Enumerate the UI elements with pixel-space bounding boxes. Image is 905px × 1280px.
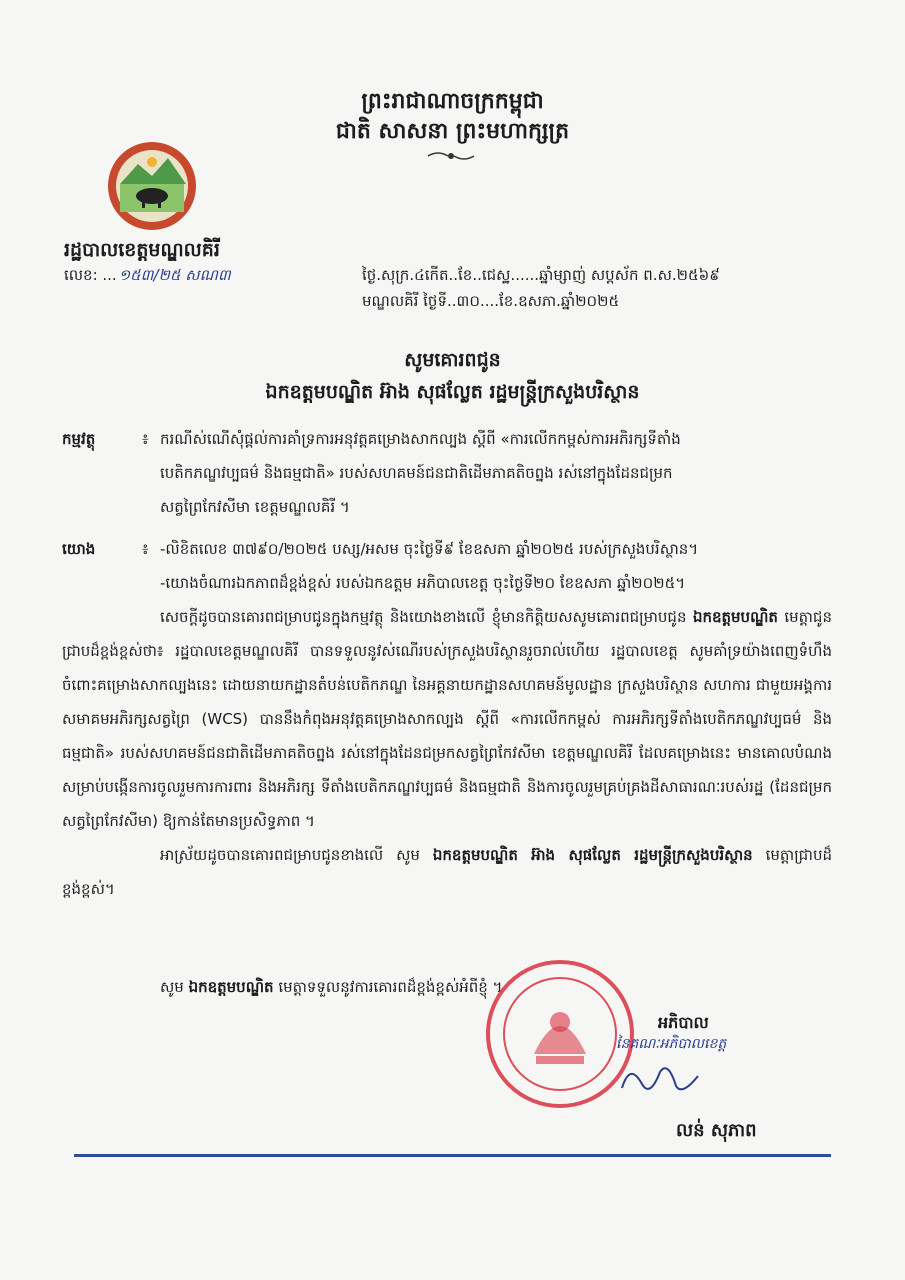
body-paragraph-2 xyxy=(62,838,832,906)
body-p1-text: មេត្តាជូនជ្រាបដ៏ខ្ពង់ខ្ពស់ថា៖ រដ្ឋបាលខេត្តមណ្ឌលគិរី បានទទួលនូវស់ណើរបស់ក្រសួងបរិស្ថានរួចរាល់ហើយ រដ្ឋបាលខេត្ត សូមគាំទ្រយ៉ាងពេញទំហឹង ចំពោះគម្រោងសាកល្បងនេះ ដោយនាយកដ្ឋានតំបន់បេតិកភណ្ឌ នៃអគ្គនាយកដ្ឋានសហគមន៍មូលដ្ឋាន ក្រសួងបរិស្ថាន សហការ ជាមួយអង្គការសមាគមអភិរក្សសត្វព្រៃ (WCS) បាននឹងកំពុងអនុវត្តគម្រោងសាកល្បង ស្តីពី «ការលើកកម្ពស់ ការអភិរក្សទីតាំងបេតិកភណ្ឌវប្បធម៌ និងធម្មជាតិ» របស់សហគមន៍ជនជាតិដើមភាគតិចព្នង រស់នៅក្នុងដែនជម្រកសត្វព្រៃកែវសីមា ខេត្តមណ្ឌលគិរី ដែលគម្រោងនេះ មានគោលបំណងសម្រាប់បង្កើនការចូលរួមការការពារ និងអភិរក្ស ទីតាំងបេតិកភណ្ឌវប្បធម៌ និងធម្មជាតិ និងការចូលរួមគ្រប់គ្រងដីសាធារណៈរបស់រដ្ឋ (ដែនជម្រកសត្វព្រៃកែវសីមា) ឱ្យកាន់តែមានប្រសិទ្ធភាព ។ xyxy=(62,608,832,830)
signatory-name: លន់ សុភាព xyxy=(676,1120,757,1141)
subject-label: កម្មវត្ថុ xyxy=(62,430,96,448)
reference-line-2: -យោងចំណារឯកភាពដ៏ខ្ពង់ខ្ពស់ របស់ឯកឧត្តម អភិបាលខេត្ត ចុះថ្ងៃទី២០ ខែឧសភា ឆ្នាំ២០២៥។ xyxy=(160,574,686,592)
signature-scribble-icon xyxy=(616,1058,704,1102)
body-p1-intro: សេចក្តីដូចបានគោរពជម្រាបជូនក្នុងកម្មវត្ថុ និងយោងខាងលើ ខ្ញុំមានកិត្តិយសសូមគោរពជម្រាបជូន xyxy=(160,608,687,626)
closing-text: មេត្តាទទួលនូវការគោរពដ៏ខ្ពង់ខ្ពស់អំពីខ្ញុំ ។ xyxy=(273,978,503,996)
reference-label: យោង xyxy=(62,540,96,558)
signature-deputy: នៃគណៈអភិបាលខេត្ត xyxy=(616,1036,727,1052)
subject-block xyxy=(62,422,832,524)
body-p1-bold: ឯកឧត្តមបណ្ឌិត xyxy=(692,608,778,626)
closing-line xyxy=(62,970,832,1004)
reference-block xyxy=(62,532,832,600)
ref-number: ១៥៣/២៥ សណ៣ xyxy=(118,266,231,284)
kingdom-title: ព្រះរាជាណាចក្រកម្ពុជា xyxy=(361,88,544,114)
solar-date: មណ្ឌលគិរី ថ្ងៃទី..៣០....ខែ.ឧសភា.ឆ្នាំ២០២៥ xyxy=(362,292,620,310)
reference-line-1: -លិខិតលេខ ៣៧៩០/២០២៥ បស្ស/អសម ចុះថ្ងៃទី៩ ខែឧសភា ឆ្នាំ២០២៥ របស់ក្រសួងបរិស្ថាន។ xyxy=(160,540,699,558)
closing-intro: សូម xyxy=(160,978,189,996)
body-p2-text: មេត្តាជ្រាបដ៏ខ្ពង់ខ្ពស់។ xyxy=(62,846,832,898)
recipient-heading: ឯកឧត្តមបណ្ឌិត អ៊ាង សុផល្លែត រដ្ឋមន្ត្រីក្រសួងបរិស្ថាន xyxy=(265,381,640,403)
body-p2-intro: អាស្រ័យដូចបានគោរពជម្រាបជូនខាងលើ សូម xyxy=(160,846,433,864)
closing-bold: ឯកឧត្តមបណ្ឌិត xyxy=(188,978,274,996)
signature-title: អភិបាល xyxy=(658,1013,709,1032)
subject-line-3: សត្វព្រៃកែវសីមា ខេត្តមណ្ឌលគិរី ។ xyxy=(160,498,350,516)
reference-number xyxy=(64,266,231,288)
lunar-date: ថ្ងៃ.សុក្រ.៤កើត..ខែ..ជេស្ឋ......ឆ្នាំម្សាញ់ សប្តស័ក ព.ស.២៥៦៩ xyxy=(362,266,720,284)
letterhead xyxy=(0,86,905,146)
province-emblem-icon xyxy=(106,140,198,232)
national-motto: ជាតិ សាសនា ព្រះមហាក្សត្រ xyxy=(335,118,570,144)
footer-divider xyxy=(74,1154,831,1157)
reference-colon: ៖ xyxy=(142,540,149,558)
province-name: រដ្ឋបាលខេត្តមណ្ឌលគិរី xyxy=(64,239,220,261)
subject-line-1: ករណីស់ណើសុំផ្តល់ការគាំទ្រការអនុវត្តគម្រោងសាកល្បង ស្តីពី «ការលើកកម្ពស់ការអភិរក្សទីតាំង xyxy=(160,430,681,448)
ornament-icon xyxy=(426,148,476,164)
body-p2-bold: ឯកឧត្តមបណ្ឌិត អ៊ាង សុផល្លែត រដ្ឋមន្ត្រីក្រសួងបរិស្ថាន xyxy=(432,846,753,864)
body-paragraph-1 xyxy=(62,600,832,838)
subject-colon: ៖ xyxy=(142,430,149,448)
ref-label: លេខ: ... xyxy=(64,266,117,284)
body-text xyxy=(62,600,832,906)
respect-heading: សូមគោរពជូន xyxy=(404,349,501,371)
official-seal-icon xyxy=(484,958,636,1110)
subject-line-2: បេតិកភណ្ឌវប្បធម៌ និងធម្មជាតិ» របស់សហគមន៍ជនជាតិដើមភាគតិចព្នង រស់នៅក្នុងដែនជម្រក xyxy=(160,464,673,482)
